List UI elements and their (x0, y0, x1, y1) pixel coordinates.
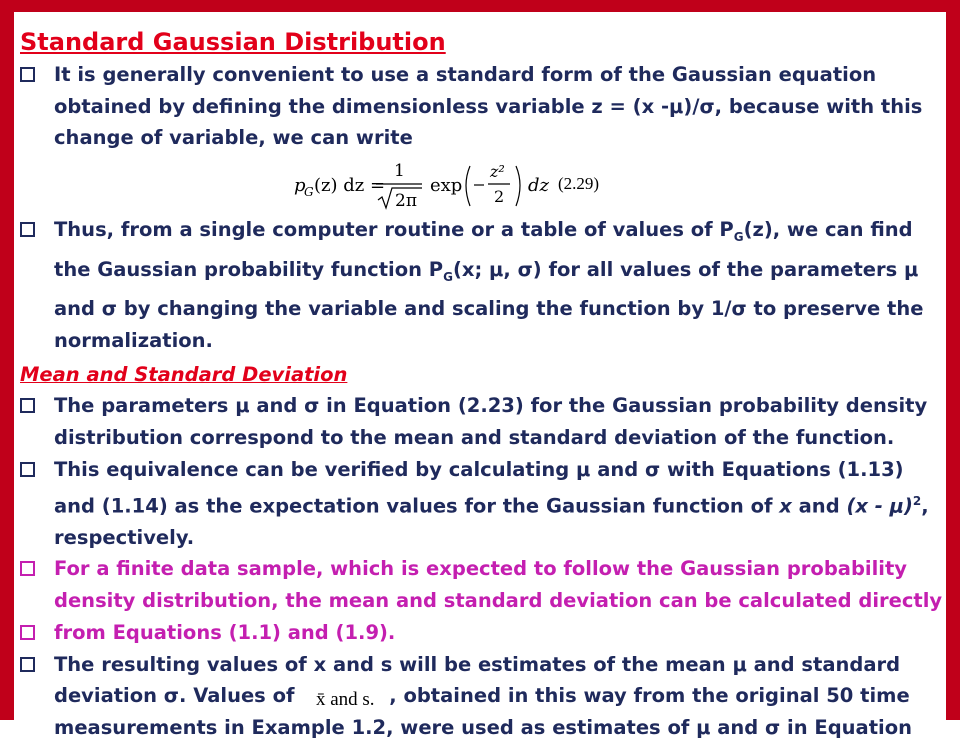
bullet-text: The parameters μ and σ in Equation (2.23) for the Gaussian probability density (54, 394, 928, 418)
eq-exp-num: z² (490, 162, 505, 182)
bullet-text-line (20, 680, 942, 712)
bullet-text-line: and σ by changing the variable and scaling the function by 1/σ to preserve the (54, 297, 924, 321)
bullet-text-line: measurements in Example 1.2, were used as estimates of μ and σ in Equation (54, 715, 912, 739)
bullet-text: , (921, 494, 929, 518)
bullet-text: (z), we can find (743, 218, 913, 242)
inline-formula-image: x̄ and s. (315, 689, 375, 711)
subscript: G (733, 230, 744, 244)
bullet-parameters (20, 390, 942, 422)
slide-title: Standard Gaussian Distribution (20, 28, 446, 56)
eq-lhs: p (294, 175, 306, 197)
bullet-text: the Gaussian probability function P (54, 257, 444, 281)
eq-frac-num: 1 (394, 161, 405, 182)
eq-dz: dz (528, 175, 550, 197)
bullet-text-line: obtained by defining the dimensionless variable z = (x -μ)/σ, because with this (54, 94, 923, 118)
bullet-text: Thus, from a single computer routine or a table of values of P (54, 218, 734, 242)
checkbox-bullet-icon (20, 657, 35, 672)
bullet-text-line: change of variable, we can write (54, 126, 413, 150)
bullet-computer-routine (20, 214, 942, 254)
eq-lhs-rest: (z) dz = (314, 175, 386, 197)
equation-2-29 (20, 154, 942, 214)
bullet-text: from Equations (1.1) and (1.9). (54, 620, 396, 644)
bullet-standard-form (20, 59, 942, 91)
checkbox-bullet-icon (20, 561, 35, 576)
bullet-text: (x; μ, σ) for all values of the parameters μ (452, 257, 919, 281)
bullet-text-line: respectively. (54, 525, 195, 549)
bullet-text-line: density distribution, the mean and standard deviation can be calculated directly (54, 589, 943, 613)
bullet-text-line: distribution correspond to the mean and standard deviation of the function. (54, 426, 895, 450)
checkbox-bullet-icon (20, 398, 35, 413)
bullet-text: , obtained in this way from the original 50 time (389, 684, 910, 708)
section-subheading: Mean and Standard Deviation (20, 362, 348, 386)
checkbox-bullet-icon (20, 67, 35, 82)
bullet-text-line (20, 254, 942, 294)
bullet-text-italic: (x - μ) (846, 494, 913, 518)
checkbox-bullet-icon (20, 625, 35, 640)
eq-exp-word: exp (430, 175, 463, 197)
equation-number: (2.29) (558, 174, 600, 194)
checkbox-bullet-icon (20, 462, 35, 477)
slide-content (20, 26, 942, 744)
checkbox-bullet-icon (20, 222, 35, 237)
bullet-equivalence (20, 454, 942, 486)
bullet-text: deviation σ. Values of (54, 684, 295, 708)
bullet-text-line (20, 486, 942, 522)
left-paren-icon (466, 166, 470, 206)
eq-lhs-sub: G (304, 185, 314, 200)
bullet-text: For a finite data sample, which is expected to follow the Gaussian probability (54, 557, 907, 581)
bullet-text: It is generally convenient to use a standard form of the Gaussian equation (54, 63, 877, 86)
bullet-finite-sample (20, 553, 942, 585)
bullet-text: The resulting values of x and s will be estimates of the mean μ and standard (54, 652, 901, 676)
bullet-text: and (791, 494, 847, 518)
bullet-resulting-values (20, 649, 942, 681)
equation-formula (294, 156, 814, 212)
eq-exp-den: 2 (494, 187, 505, 207)
eq-frac-den: 2π (395, 191, 417, 212)
right-paren-icon (516, 166, 520, 206)
bullet-text: This equivalence can be verified by calculating μ and σ with Equations (1.13) (54, 457, 904, 481)
subscript: G (443, 269, 453, 284)
bullet-text-line: normalization. (54, 329, 213, 352)
bullet-text: and (1.14) as the expectation values for the Gaussian function of (54, 494, 780, 518)
bullet-equations-reference (20, 617, 942, 649)
superscript: 2 (912, 493, 922, 508)
bullet-text-italic: x (779, 494, 792, 518)
